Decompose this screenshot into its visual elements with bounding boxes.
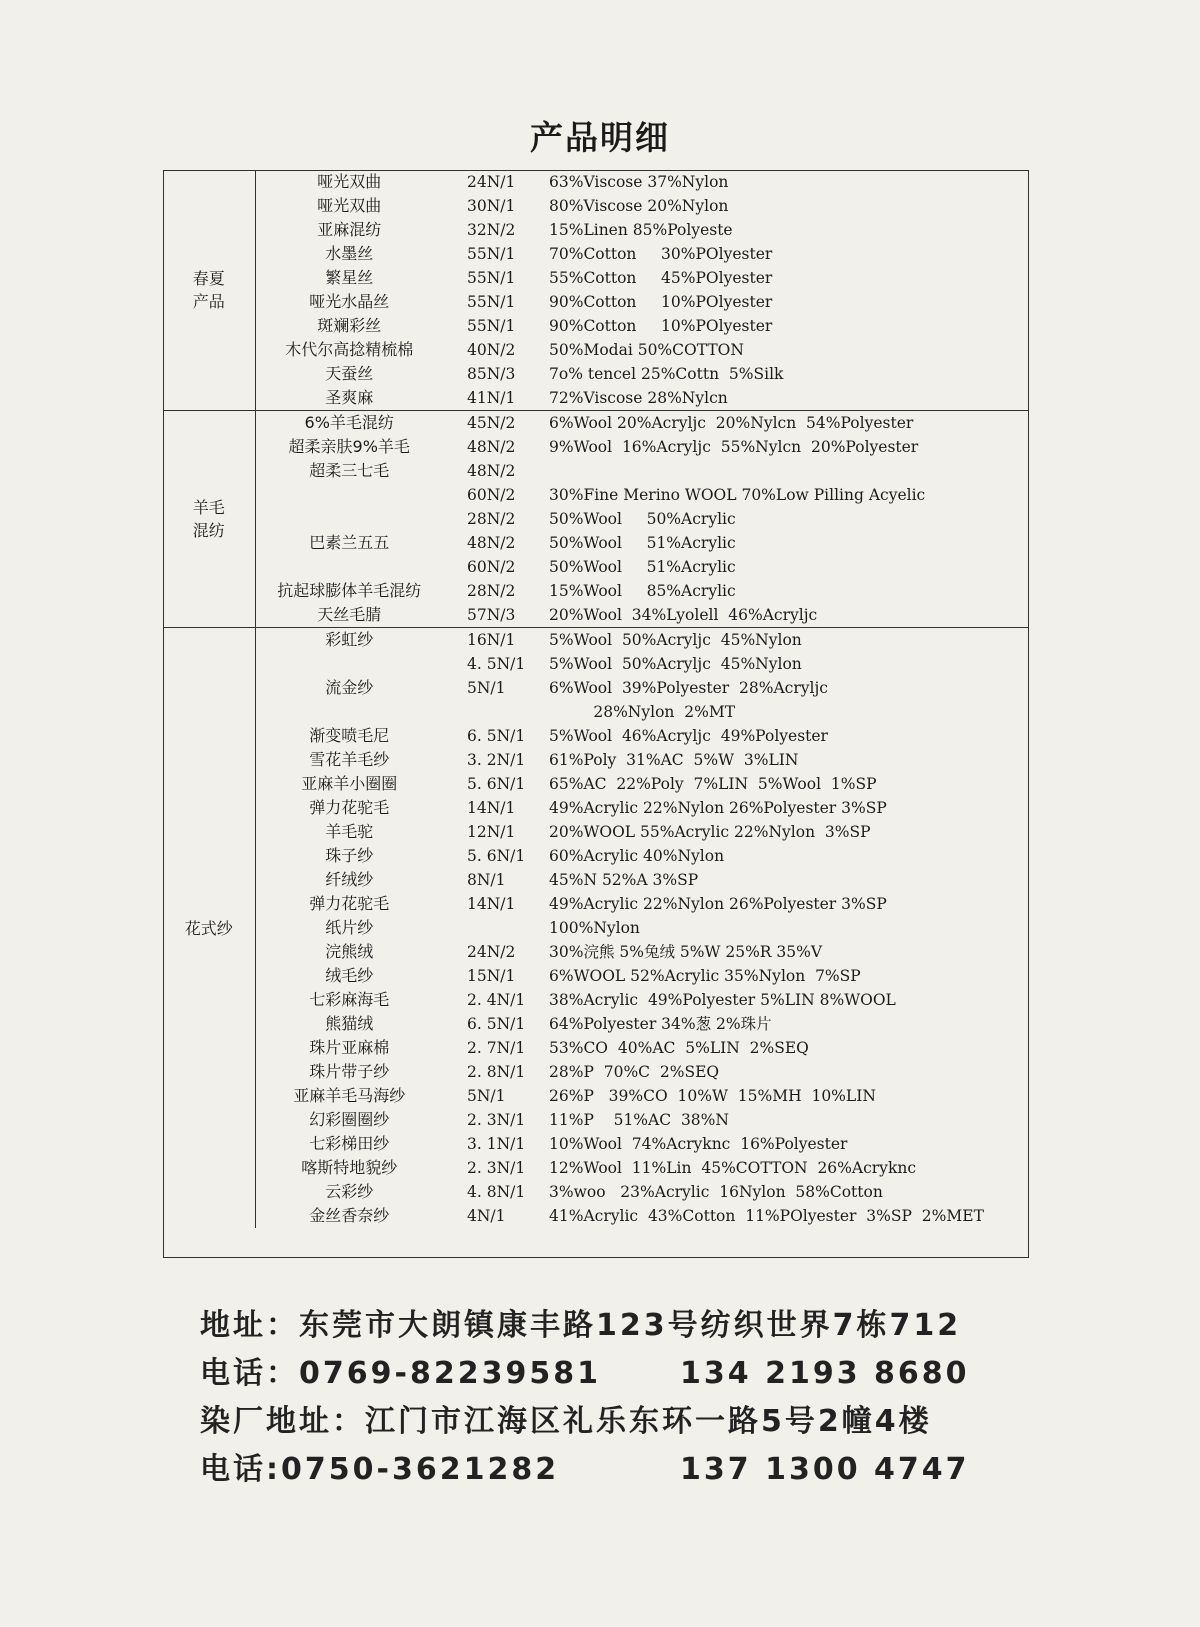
table-row — [163, 194, 1029, 218]
product-name-cell: 抗起球膨体羊毛混纺 — [277, 581, 422, 600]
yarn-count-cell: 48N/2 — [467, 534, 516, 552]
product-name-cell: 熊猫绒 — [325, 1014, 374, 1033]
yarn-count-cell: 2. 3N/1 — [467, 1111, 526, 1129]
yarn-count-cell — [443, 700, 541, 724]
composition-cell: 11%P 51%AC 38%N — [549, 1111, 729, 1129]
contact-block — [200, 1302, 970, 1494]
phone-1: 电话：0769-82239581 — [200, 1356, 601, 1391]
composition-cell: 28%Nylon 2%MT — [549, 703, 736, 721]
composition-cell: 5%Wool 46%Acryljc 49%Polyester — [549, 727, 828, 745]
product-name-cell: 珠片亚麻棉 — [309, 1038, 390, 1057]
phone-line-1 — [200, 1350, 970, 1398]
composition-cell: 15%Linen 85%Polyeste — [549, 221, 733, 239]
table-row — [163, 1060, 1029, 1084]
phone-line-2 — [200, 1446, 970, 1494]
yarn-count-cell: 41N/1 — [467, 389, 516, 407]
product-name-cell: 渐变喷毛尼 — [309, 726, 390, 745]
table-row — [163, 386, 1029, 411]
yarn-count-cell: 55N/1 — [467, 269, 516, 287]
yarn-count-cell: 60N/2 — [467, 558, 516, 576]
composition-cell: 30%浣熊 5%兔绒 5%W 25%R 35%V — [549, 943, 823, 961]
yarn-count-cell: 2. 8N/1 — [467, 1063, 526, 1081]
product-name-cell: 木代尔高捻精梳棉 — [285, 340, 414, 359]
table-row — [163, 1156, 1029, 1180]
composition-cell: 90%Cotton 10%POlyester — [549, 293, 773, 311]
composition-cell: 49%Acrylic 22%Nylon 26%Polyester 3%SP — [549, 895, 887, 913]
table-row — [163, 892, 1029, 916]
table-row — [163, 555, 1029, 579]
composition-cell: 55%Cotton 45%POlyester — [549, 269, 773, 287]
table-row — [163, 242, 1029, 266]
table-row — [163, 483, 1029, 507]
product-name-cell: 金丝香奈纱 — [309, 1206, 390, 1225]
yarn-count-cell: 6. 5N/1 — [467, 1015, 526, 1033]
category-cell: 春夏 产品 — [163, 170, 255, 411]
product-name-cell: 幻彩圈圈纱 — [309, 1110, 390, 1129]
product-name-cell: 哑光水晶丝 — [309, 292, 390, 311]
composition-cell: 12%Wool 11%Lin 45%COTTON 26%Acryknc — [549, 1159, 916, 1177]
table-row — [163, 170, 1029, 194]
product-name-cell: 喀斯特地貌纱 — [301, 1158, 398, 1177]
composition-cell: 10%Wool 74%Acryknc 16%Polyester — [549, 1135, 848, 1153]
composition-cell: 30%Fine Merino WOOL 70%Low Pilling Acyelic — [549, 486, 926, 504]
yarn-count-cell: 55N/1 — [467, 317, 516, 335]
table-row — [163, 314, 1029, 338]
composition-cell: 65%AC 22%Poly 7%LIN 5%Wool 1%SP — [549, 775, 877, 793]
composition-cell: 50%Wool 50%Acrylic — [549, 510, 736, 528]
table-row — [163, 940, 1029, 964]
table-row — [163, 579, 1029, 603]
product-name-cell: 超柔三七毛 — [309, 461, 390, 480]
yarn-count-cell: 4. 8N/1 — [467, 1183, 526, 1201]
product-name-cell: 纤绒纱 — [325, 870, 374, 889]
table-row — [163, 290, 1029, 314]
composition-cell: 70%Cotton 30%POlyester — [549, 245, 773, 263]
table-row — [163, 603, 1029, 628]
table-row — [163, 1132, 1029, 1156]
composition-cell: 80%Viscose 20%Nylon — [549, 197, 729, 215]
product-name-cell: 圣爽麻 — [325, 388, 374, 407]
product-name-cell: 云彩纱 — [325, 1182, 374, 1201]
product-name-cell: 珠片带子纱 — [309, 1062, 390, 1081]
product-spec-table — [163, 170, 1029, 1228]
yarn-count-cell: 24N/1 — [467, 173, 516, 191]
yarn-count-cell: 5. 6N/1 — [467, 847, 526, 865]
composition-cell: 72%Viscose 28%Nylcn — [549, 389, 728, 407]
table-row — [163, 748, 1029, 772]
table-row — [163, 459, 1029, 483]
yarn-count-cell: 45N/2 — [443, 411, 541, 436]
composition-cell: 26%P 39%CO 10%W 15%MH 10%LIN — [549, 1087, 876, 1105]
yarn-count-cell: 48N/2 — [467, 438, 516, 456]
composition-cell: 3%woo 23%Acrylic 16Nylon 58%Cotton — [549, 1183, 883, 1201]
yarn-count-cell: 55N/1 — [467, 245, 516, 263]
product-name-cell: 浣熊绒 — [325, 942, 374, 961]
yarn-count-cell: 12N/1 — [467, 823, 516, 841]
yarn-count-cell: 8N/1 — [467, 871, 506, 889]
product-name-cell: 流金纱 — [325, 678, 374, 697]
yarn-count-cell: 5N/1 — [467, 1087, 506, 1105]
yarn-count-cell: 15N/1 — [467, 967, 516, 985]
product-name-cell: 羊毛驼 — [325, 822, 374, 841]
yarn-count-cell: 2. 3N/1 — [467, 1159, 526, 1177]
composition-cell: 49%Acrylic 22%Nylon 26%Polyester 3%SP — [549, 799, 887, 817]
product-name-cell: 弹力花驼毛 — [309, 894, 390, 913]
table-row — [163, 916, 1029, 940]
yarn-count-cell: 85N/3 — [467, 365, 516, 383]
yarn-count-cell: 14N/1 — [467, 895, 516, 913]
yarn-count-cell: 30N/1 — [467, 197, 516, 215]
composition-cell: 50%Wool 51%Acrylic — [549, 558, 736, 576]
yarn-count-cell: 40N/2 — [467, 341, 516, 359]
yarn-count-cell: 6. 5N/1 — [467, 727, 526, 745]
dye-factory-address-line: 染厂地址：江门市江海区礼乐东环一路5号2幢4楼 — [200, 1404, 932, 1439]
composition-cell: 45%N 52%A 3%SP — [549, 871, 699, 889]
table-row — [163, 362, 1029, 386]
yarn-count-cell: 3. 2N/1 — [467, 751, 526, 769]
product-name-cell: 天蚕丝 — [325, 364, 374, 383]
table-row — [163, 844, 1029, 868]
yarn-count-cell: 28N/2 — [467, 582, 516, 600]
composition-cell: 6%Wool 39%Polyester 28%Acryljc — [549, 679, 828, 697]
product-name-cell: 彩虹纱 — [255, 628, 443, 653]
yarn-count-cell: 5. 6N/1 — [467, 775, 526, 793]
table-row — [163, 796, 1029, 820]
product-name-cell — [255, 652, 443, 676]
yarn-count-cell: 4. 5N/1 — [467, 655, 526, 673]
table-row — [163, 868, 1029, 892]
composition-cell: 28%P 70%C 2%SEQ — [549, 1063, 720, 1081]
product-name-cell: 6%羊毛混纺 — [255, 411, 443, 436]
table-row — [163, 772, 1029, 796]
product-name-cell: 亚麻羊小圈圈 — [301, 774, 398, 793]
table-row — [163, 988, 1029, 1012]
composition-cell: 5%Wool 50%Acryljc 45%Nylon — [541, 628, 1029, 653]
table-row — [163, 218, 1029, 242]
product-name-cell: 繁星丝 — [325, 268, 374, 287]
composition-cell: 20%WOOL 55%Acrylic 22%Nylon 3%SP — [549, 823, 871, 841]
product-name-cell: 七彩麻海毛 — [309, 990, 390, 1009]
yarn-count-cell: 32N/2 — [467, 221, 516, 239]
composition-cell: 63%Viscose 37%Nylon — [549, 173, 729, 191]
yarn-count-cell: 57N/3 — [467, 606, 516, 624]
yarn-count-cell: 4N/1 — [467, 1207, 506, 1225]
composition-cell: 53%CO 40%AC 5%LIN 2%SEQ — [549, 1039, 809, 1057]
table-row — [163, 1036, 1029, 1060]
table-row — [163, 1012, 1029, 1036]
composition-cell: 100%Nylon — [549, 919, 640, 937]
product-name-cell: 雪花羊毛纱 — [309, 750, 390, 769]
table-row — [163, 724, 1029, 748]
composition-cell: 60%Acrylic 40%Nylon — [549, 847, 725, 865]
yarn-count-cell: 5N/1 — [467, 679, 506, 697]
composition-cell: 5%Wool 50%Acryljc 45%Nylon — [549, 655, 802, 673]
product-name-cell: 纸片纱 — [325, 918, 374, 937]
table-row — [163, 1108, 1029, 1132]
product-name-cell: 天丝毛腈 — [317, 605, 382, 624]
composition-cell: 61%Poly 31%AC 5%W 3%LIN — [549, 751, 799, 769]
phone-2: 电话:0750-3621282 — [200, 1452, 560, 1487]
composition-cell: 20%Wool 34%Lyolell 46%Acryljc — [549, 606, 818, 624]
table-row — [163, 964, 1029, 988]
table-row — [163, 531, 1029, 555]
table-row — [163, 1084, 1029, 1108]
category-cell: 花式纱 — [163, 628, 255, 1229]
product-name-cell — [255, 700, 443, 724]
mobile-2: 137 1300 4747 — [680, 1452, 970, 1487]
table-row — [163, 507, 1029, 531]
composition-cell: 50%Wool 51%Acrylic — [549, 534, 736, 552]
product-name-cell: 哑光双曲 — [317, 172, 382, 191]
composition-cell: 41%Acrylic 43%Cotton 11%POlyester 3%SP 2%MET — [549, 1207, 984, 1225]
category-cell: 羊毛 混纺 — [163, 411, 255, 628]
yarn-count-cell: 14N/1 — [467, 799, 516, 817]
composition-cell: 9%Wool 16%Acryljc 55%Nylcn 20%Polyester — [549, 438, 919, 456]
composition-cell: 50%Modai 50%COTTON — [549, 341, 744, 359]
composition-cell: 6%WOOL 52%Acrylic 35%Nylon 7%SP — [549, 967, 861, 985]
yarn-count-cell: 55N/1 — [467, 293, 516, 311]
product-name-cell: 水墨丝 — [325, 244, 374, 263]
address-line: 地址：东莞市大朗镇康丰路123号纺织世界7栋712 — [200, 1308, 962, 1343]
composition-cell: 90%Cotton 10%POlyester — [549, 317, 773, 335]
composition-cell: 64%Polyester 34%葱 2%珠片 — [549, 1015, 772, 1033]
product-name-cell: 哑光双曲 — [317, 196, 382, 215]
yarn-count-cell: 3. 1N/1 — [467, 1135, 526, 1153]
yarn-count-cell: 28N/2 — [467, 510, 516, 528]
table-row — [163, 1204, 1029, 1228]
yarn-count-cell: 24N/2 — [467, 943, 516, 961]
product-name-cell — [255, 507, 443, 531]
table-row — [163, 411, 1029, 436]
table-row — [163, 628, 1029, 653]
composition-cell — [541, 459, 1029, 483]
product-name-cell: 巴素兰五五 — [309, 533, 390, 552]
composition-cell: 7o% tencel 25%Cottn 5%Silk — [549, 365, 784, 383]
product-name-cell: 斑斓彩丝 — [317, 316, 382, 335]
product-name-cell: 弹力花驼毛 — [309, 798, 390, 817]
composition-cell: 38%Acrylic 49%Polyester 5%LIN 8%WOOL — [549, 991, 896, 1009]
yarn-count-cell: 16N/1 — [443, 628, 541, 653]
product-name-cell: 绒毛纱 — [325, 966, 374, 985]
product-name-cell: 亚麻混纺 — [317, 220, 382, 239]
product-name-cell: 亚麻羊毛马海纱 — [293, 1086, 406, 1105]
table-row — [163, 676, 1029, 700]
composition-cell: 6%Wool 20%Acryljc 20%Nylcn 54%Polyester — [541, 411, 1029, 436]
yarn-count-cell: 48N/2 — [467, 462, 516, 480]
page-title: 产品明细 — [530, 118, 670, 157]
table-row — [163, 1180, 1029, 1204]
table-row — [163, 435, 1029, 459]
product-name-cell: 珠子纱 — [325, 846, 374, 865]
table-row — [163, 820, 1029, 844]
table-row — [163, 266, 1029, 290]
yarn-count-cell: 2. 7N/1 — [467, 1039, 526, 1057]
product-name-cell — [255, 555, 443, 579]
table-row — [163, 652, 1029, 676]
composition-cell: 15%Wool 85%Acrylic — [549, 582, 736, 600]
product-name-cell: 超柔亲肤9%羊毛 — [288, 437, 410, 456]
mobile-1: 134 2193 8680 — [680, 1356, 970, 1391]
yarn-count-cell: 60N/2 — [467, 486, 516, 504]
yarn-count-cell: 2. 4N/1 — [467, 991, 526, 1009]
product-name-cell: 七彩梯田纱 — [309, 1134, 390, 1153]
yarn-count-cell — [443, 916, 541, 940]
table-row — [163, 338, 1029, 362]
product-name-cell — [255, 483, 443, 507]
table-row — [163, 700, 1029, 724]
